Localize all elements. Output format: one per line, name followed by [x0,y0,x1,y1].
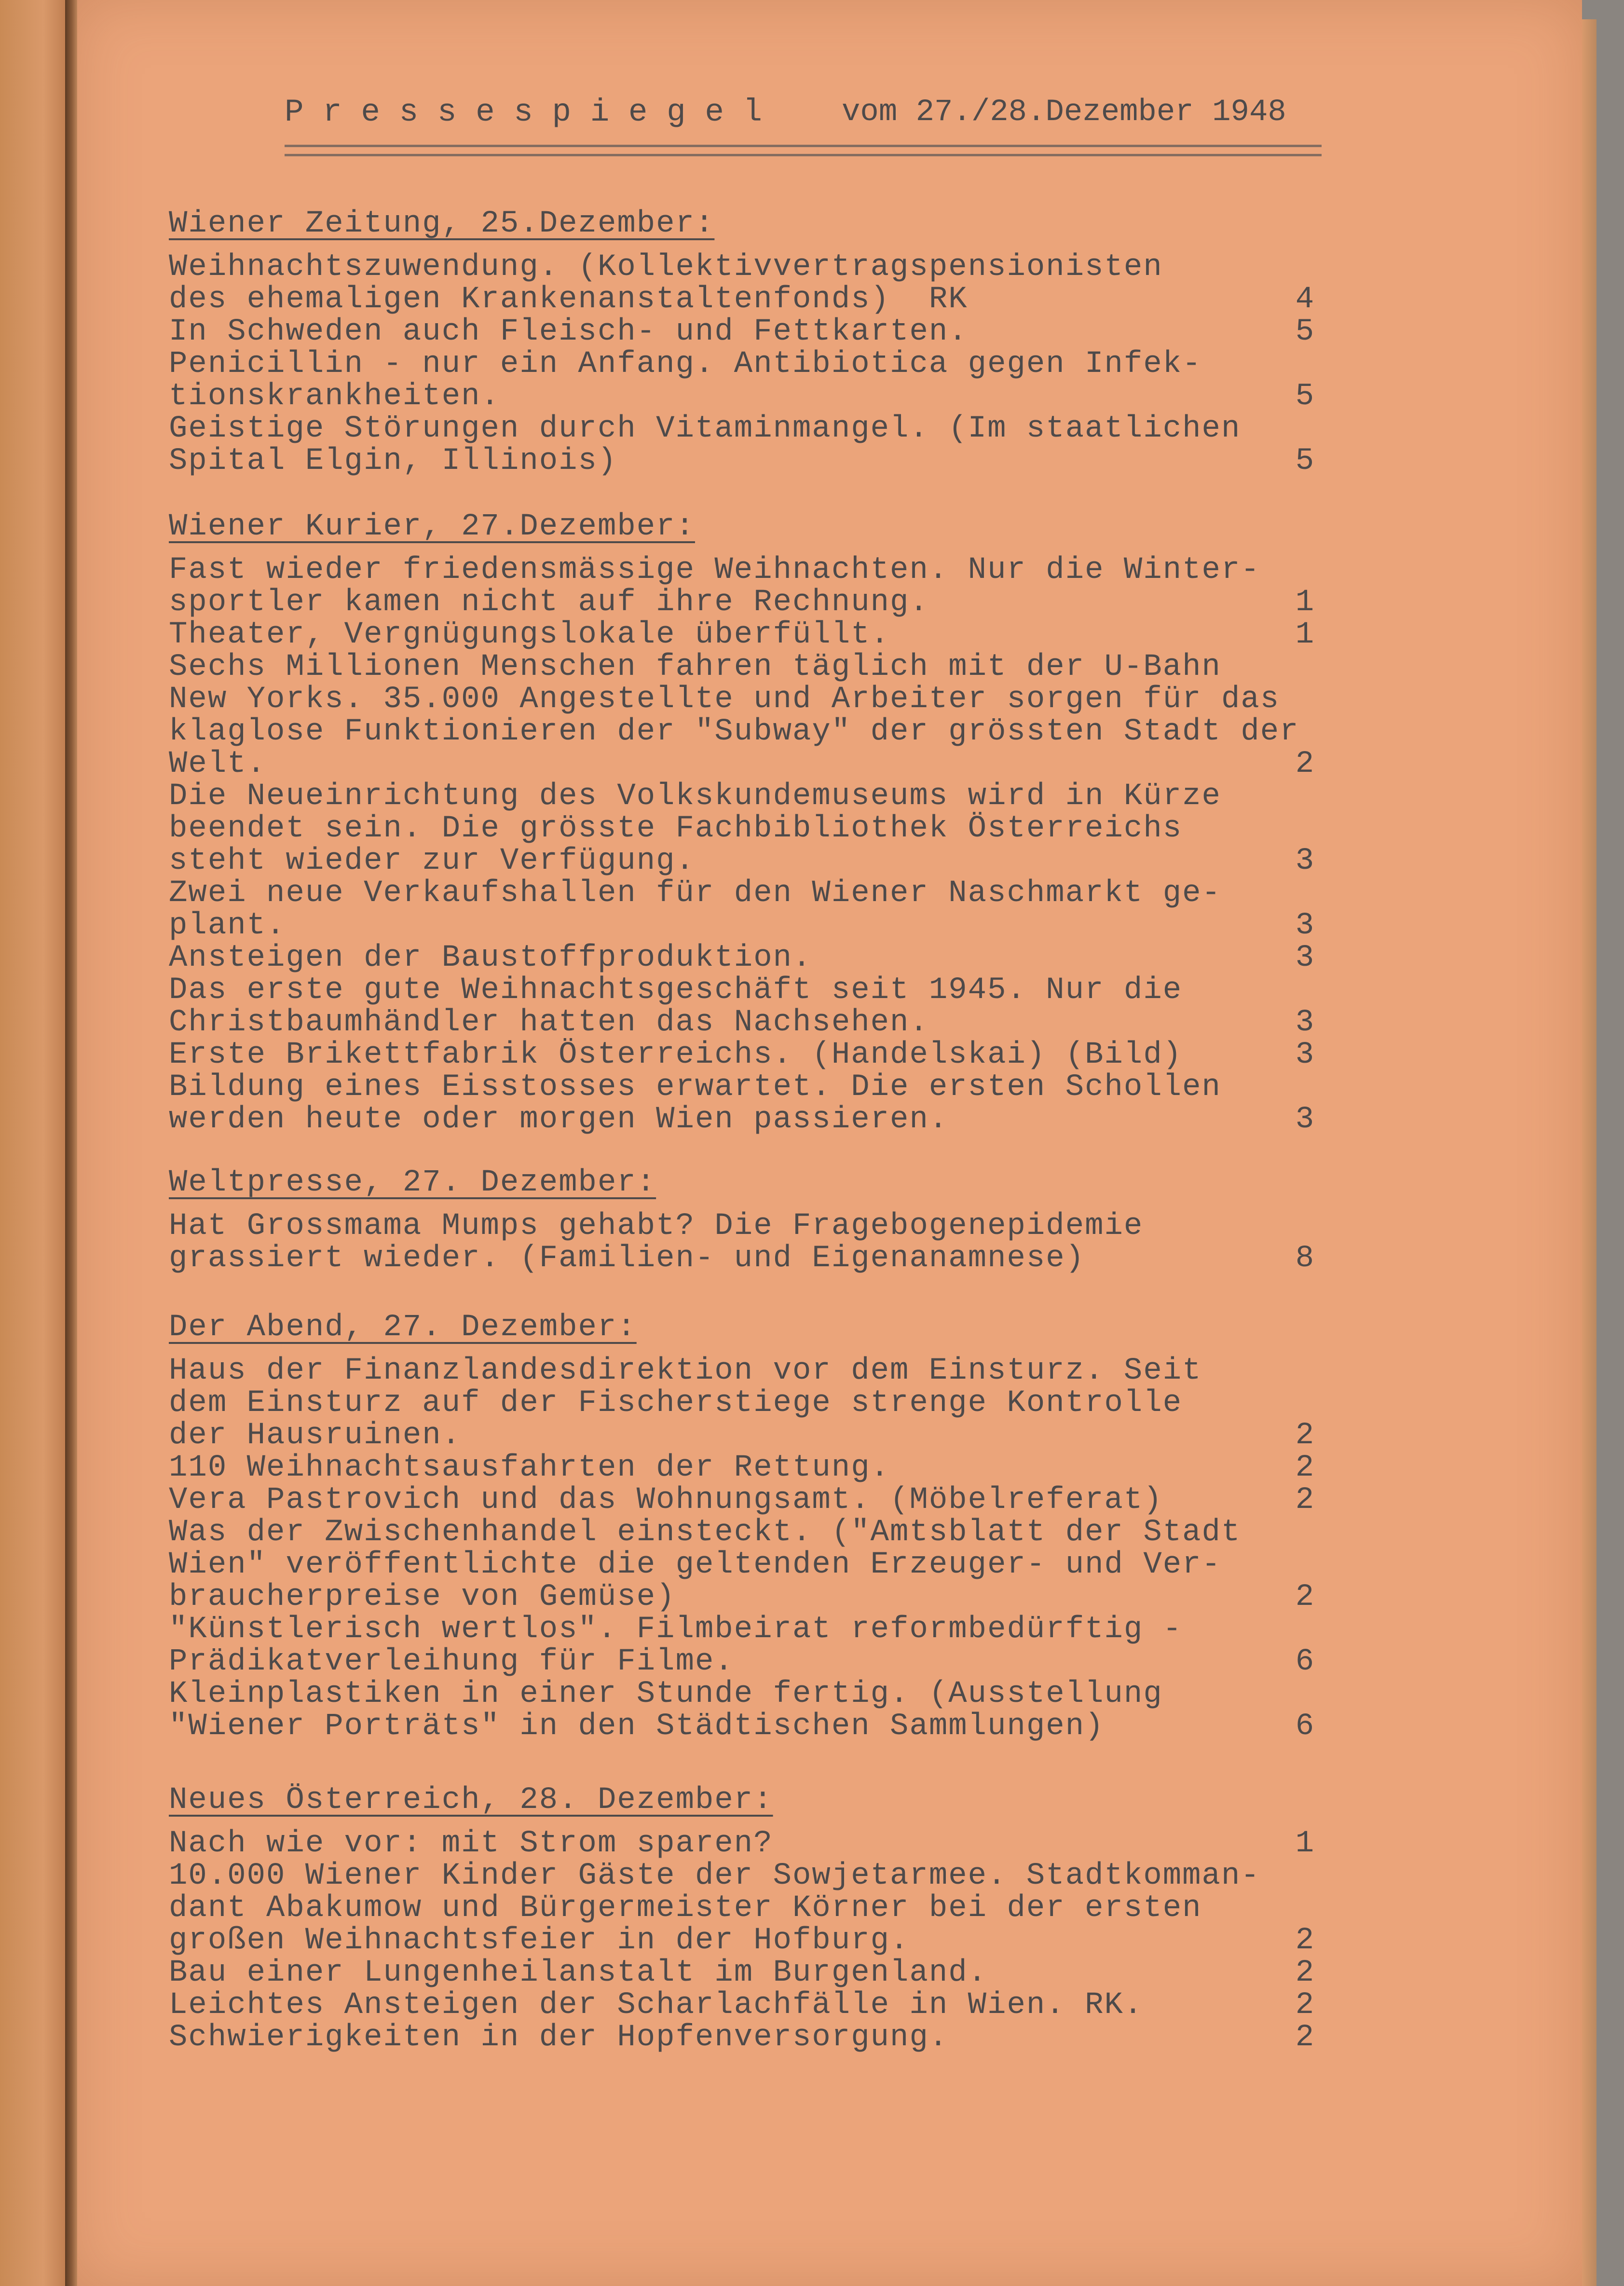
page-number: 3 [1295,1005,1314,1040]
article-line: dem Einsturz auf der Fischerstiege strenge Kontrolle [169,1386,1183,1421]
article-line: 110 Weihnachtsausfahrten der Rettung. [169,1451,890,1485]
article-line: 10.000 Wiener Kinder Gäste der Sowjetarmee. Stadtkomman- [169,1859,1260,1893]
article-line: "Wiener Porträts" in den Städtischen Sammlungen) [169,1709,1105,1744]
page-number: 3 [1295,1102,1314,1137]
document-date: vom 27./28.Dezember 1948 [842,95,1286,130]
article-line: steht wieder zur Verfügung. [169,844,695,878]
article-line: Erste Brikettfabrik Österreichs. (Handelskai) (Bild) [169,1038,1183,1072]
document-title: P r e s s e s p i e g e l [285,94,763,130]
section-heading: Wiener Zeitung, 25.Dezember: [169,206,715,241]
page-number: 5 [1295,379,1314,414]
article-line: Theater, Vergnügungslokale überfüllt. [169,617,890,652]
article-line: Spital Elgin, Illinois) [169,444,617,479]
article-line: Nach wie vor: mit Strom sparen? [169,1826,773,1861]
article-line: Vera Pastrovich und das Wohnungsamt. (Möbelreferat) [169,1483,1163,1518]
page-number: 2 [1295,1451,1314,1485]
article-line: In Schweden auch Fleisch- und Fettkarten. [169,315,968,349]
article-line: Sechs Millionen Menschen fahren täglich mit der U-Bahn [169,650,1221,684]
article-line: Bau einer Lungenheilanstalt im Burgenland. [169,1956,988,1990]
page-number: 2 [1295,1580,1314,1615]
section-heading: Weltpresse, 27. Dezember: [169,1165,656,1200]
article-line: Welt. [169,747,267,781]
article-line: Wien" veröffentlichte die geltenden Erzeuger- und Ver- [169,1547,1221,1582]
article-line: beendet sein. Die grösste Fachbibliothek Österreichs [169,811,1183,846]
article-line: tionskrankheiten. [169,379,500,414]
article-line: Das erste gute Weihnachtsgeschäft seit 1945. Nur die [169,973,1183,1008]
page-number: 3 [1295,941,1314,975]
section-heading: Der Abend, 27. Dezember: [169,1310,637,1345]
page-number: 2 [1295,1418,1314,1453]
article-line: Weihnachtszuwendung. (Kollektivvertragspensionisten [169,250,1163,285]
article-line: Kleinplastiken in einer Stunde fertig. (Ausstellung [169,1677,1163,1711]
article-line: der Hausruinen. [169,1418,462,1453]
article-line: Prädikatverleihung für Filme. [169,1644,734,1679]
page-number: 1 [1295,1826,1314,1861]
article-line: Schwierigkeiten in der Hopfenversorgung. [169,2020,949,2055]
page-number: 2 [1295,747,1314,781]
article-line: "Künstlerisch wertlos". Filmbeirat reformbedürftig - [169,1612,1183,1647]
article-line: New Yorks. 35.000 Angestellte und Arbeiter sorgen für das [169,682,1280,717]
page-number: 8 [1295,1241,1314,1276]
left-page-edge [0,0,72,2286]
page-number: 2 [1295,1956,1314,1990]
article-line: Hat Grossmama Mumps gehabt? Die Fragebogenepidemie [169,1209,1144,1244]
article-line: Haus der Finanzlandesdirektion vor dem Einsturz. Seit [169,1354,1202,1388]
article-line: klaglose Funktionieren der "Subway" der grössten Stadt der [169,714,1299,749]
article-line: Fast wieder friedensmässige Weihnachten. Nur die Winter- [169,553,1260,588]
page-number: 3 [1295,844,1314,878]
page-number: 4 [1295,282,1314,317]
page-gutter [65,0,79,2286]
article-line: Geistige Störungen durch Vitaminmangel. (Im staatlichen [169,411,1241,446]
article-line: Christbaumhändler hatten das Nachsehen. [169,1005,929,1040]
page-number: 2 [1295,1483,1314,1518]
right-page-edge [1582,19,1597,2286]
article-line: Ansteigen der Baustoffproduktion. [169,941,812,975]
article-line: des ehemaligen Krankenanstaltenfonds) RK [169,282,968,317]
article-line: grassiert wieder. (Familien- und Eigenanamnese) [169,1241,1085,1276]
section-heading: Neues Österreich, 28. Dezember: [169,1783,773,1818]
page-number: 1 [1295,585,1314,620]
page-number: 3 [1295,1038,1314,1072]
page-number: 6 [1295,1709,1314,1744]
title-double-rule [285,145,1322,156]
page-number: 3 [1295,908,1314,943]
page-number: 2 [1295,1923,1314,1958]
article-line: Die Neueinrichtung des Volkskundemuseums wird in Kürze [169,779,1221,814]
article-line: braucherpreise von Gemüse) [169,1580,676,1615]
article-line: dant Abakumow und Bürgermeister Körner bei der ersten [169,1891,1202,1926]
article-line: sportler kamen nicht auf ihre Rechnung. [169,585,929,620]
article-line: Penicillin - nur ein Anfang. Antibiotica gegen Infek- [169,347,1202,382]
page-number: 5 [1295,315,1314,349]
article-line: plant. [169,908,286,943]
section-heading: Wiener Kurier, 27.Dezember: [169,509,695,544]
article-line: Zwei neue Verkaufshallen für den Wiener Naschmarkt ge- [169,876,1221,911]
page-number: 2 [1295,1988,1314,2023]
page-number: 5 [1295,444,1314,479]
article-line: Bildung eines Eisstosses erwartet. Die ersten Schollen [169,1070,1221,1105]
page-number: 2 [1295,2020,1314,2055]
article-line: großen Weihnachtsfeier in der Hofburg. [169,1923,910,1958]
article-line: Was der Zwischenhandel einsteckt. ("Amtsblatt der Stadt [169,1515,1241,1550]
page-number: 6 [1295,1644,1314,1679]
page-number: 1 [1295,617,1314,652]
article-line: Leichtes Ansteigen der Scharlachfälle in Wien. RK. [169,1988,1144,2023]
article-line: werden heute oder morgen Wien passieren. [169,1102,949,1137]
